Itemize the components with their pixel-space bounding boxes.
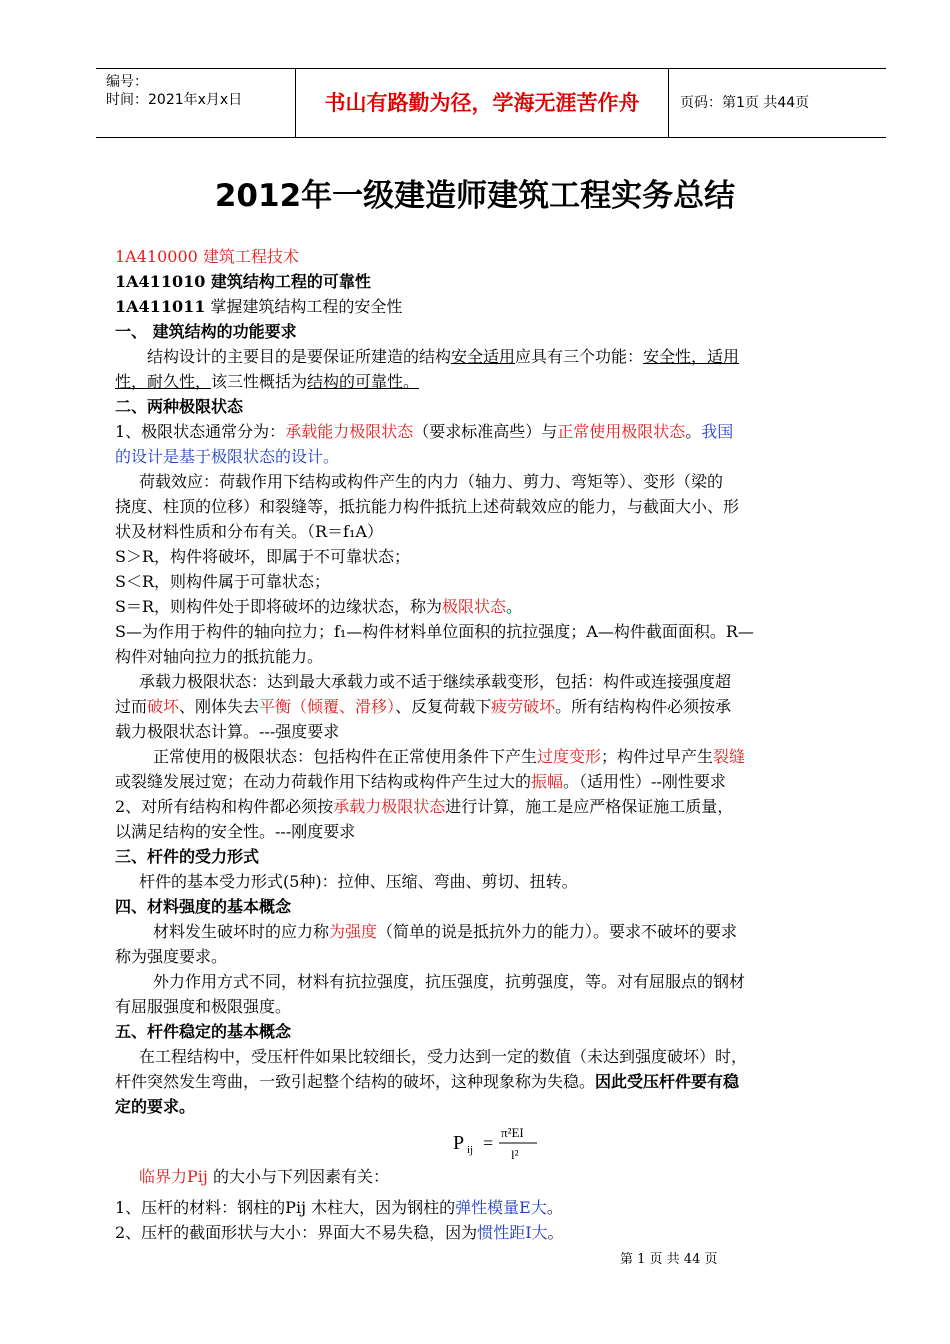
heading-4: 四、材料强度的基本概念 (115, 897, 292, 916)
header-page-info: 页码：第1页 共44页 (680, 95, 810, 111)
formula-eq: = (483, 1133, 494, 1153)
heading-1: 一、 建筑结构的功能要求 (115, 322, 297, 341)
document-body (115, 244, 870, 1245)
formula-lhs: P (453, 1132, 465, 1154)
paragraph-line: 杆件的基本受力形式(5种)：拉伸、压缩、弯曲、剪切、扭转。 (139, 872, 578, 891)
paragraph-line: S—为作用于构件的轴向拉力；f₁—构件材料单位面积的抗拉强度；A—构件截面面积。R— (115, 622, 754, 641)
page-footer: 第 1 页 共 44 页 (620, 1252, 718, 1267)
subsection-heading: 1A411011 掌握建筑结构工程的安全性 (115, 297, 403, 316)
paragraph-line: 1、极限状态通常分为：承载能力极限状态（要求标准高些）与正常使用极限状态。我国 (115, 422, 734, 441)
section-heading: 1A411010 建筑结构工程的可靠性 (115, 272, 371, 291)
header-meta (96, 69, 296, 137)
number-label: 编号： (106, 74, 148, 90)
euler-formula (115, 1119, 870, 1164)
paragraph-line: 临界力Pij 的大小与下列因素有关： (139, 1167, 389, 1186)
formula-image (451, 1123, 551, 1163)
paragraph-line: 过而破坏、刚体失去平衡（倾覆、滑移）、反复荷载下疲劳破坏。所有结构构件必须按承 (115, 697, 732, 716)
heading-5: 五、杆件稳定的基本概念 (115, 1022, 292, 1041)
paragraph-line: 的设计是基于极限状态的设计。 (115, 447, 340, 466)
formula-lhs-sub: ij (467, 1144, 474, 1156)
paragraph-line: 荷载效应：荷载作用下结构或构件产生的内力（轴力、剪力、弯矩等）、变形（梁的 (139, 472, 724, 491)
paragraph-line: 挠度、柱顶的位移）和裂缝等，抵抗能力构件抵抗上述荷载效应的能力，与截面大小、形 (115, 497, 740, 516)
formula-denominator: l² (511, 1147, 519, 1162)
paragraph-line: S＜R，则构件属于可靠状态； (115, 572, 331, 591)
document-title: 2012年一级建造师建筑工程实务总结 (214, 178, 736, 214)
paragraph-line: 称为强度要求。 (115, 947, 228, 966)
formula-numerator: π²EI (501, 1125, 524, 1140)
paragraph-line: 性，耐久性，该三性概括为结构的可靠性。 (115, 372, 420, 391)
paragraph-line: S＝R，则构件处于即将破坏的边缘状态，称为极限状态。 (115, 597, 523, 616)
paragraph-line: 在工程结构中，受压杆件如果比较细长，受力达到一定的数值（未达到强度破坏）时， (139, 1047, 748, 1066)
header-motto: 书山有路勤为径，学海无涯苦作舟 (296, 69, 669, 137)
paragraph-line: 1、压杆的材料：钢柱的Pij 木柱大，因为钢柱的弹性模量E大。 (115, 1198, 563, 1217)
paragraph-line: 2、对所有结构和构件都必须按承载力极限状态进行计算，施工是应严格保证施工质量， (115, 797, 734, 816)
paragraph-line: 杆件突然发生弯曲，一致引起整个结构的破坏，这种现象称为失稳。因此受压杆件要有稳 (115, 1072, 740, 1091)
paragraph-line: 载力极限状态计算。---强度要求 (115, 722, 340, 741)
paragraph-line: 以满足结构的安全性。---刚度要求 (115, 822, 356, 841)
chapter-heading: 1A410000 建筑工程技术 (115, 247, 299, 266)
paragraph-line: S＞R，构件将破坏，即属于不可靠状态； (115, 547, 411, 566)
paragraph-line: 状及材料性质和分布有关。（R＝f₁A） (115, 522, 383, 541)
paragraph-line: 构件对轴向拉力的抵抗能力。 (115, 647, 324, 666)
paragraph-line: 材料发生破坏时的应力称为强度（简单的说是抵抗外力的能力）。要求不破坏的要求 (153, 922, 738, 941)
paragraph-line: 承载力极限状态：达到最大承载力或不适于继续承载变形，包括：构件或连接强度超 (139, 672, 732, 691)
paragraph-line: 2、压杆的截面形状与大小：界面大不易失稳，因为惯性距I大。 (115, 1223, 564, 1242)
paragraph-line: 定的要求。 (115, 1097, 196, 1116)
paragraph-line: 结构设计的主要目的是要保证所建造的结构安全适用应具有三个功能：安全性，适用 (147, 347, 740, 366)
paragraph-line: 有屈服强度和极限强度。 (115, 997, 292, 1016)
paragraph-line: 或裂缝发展过宽；在动力荷载作用下结构或构件产生过大的振幅。（适用性）--刚性要求 (115, 772, 726, 791)
paragraph-line: 正常使用的极限状态：包括构件在正常使用条件下产生过度变形；构件过早产生裂缝 (153, 747, 746, 766)
heading-3: 三、杆件的受力形式 (115, 847, 260, 866)
document-header (96, 68, 886, 138)
paragraph-line: 外力作用方式不同，材料有抗拉强度，抗压强度，抗剪强度，等。对有屈服点的钢材 (153, 972, 746, 991)
heading-2: 二、两种极限状态 (115, 397, 244, 416)
time-label: 时间：2021年x月x日 (106, 92, 243, 108)
